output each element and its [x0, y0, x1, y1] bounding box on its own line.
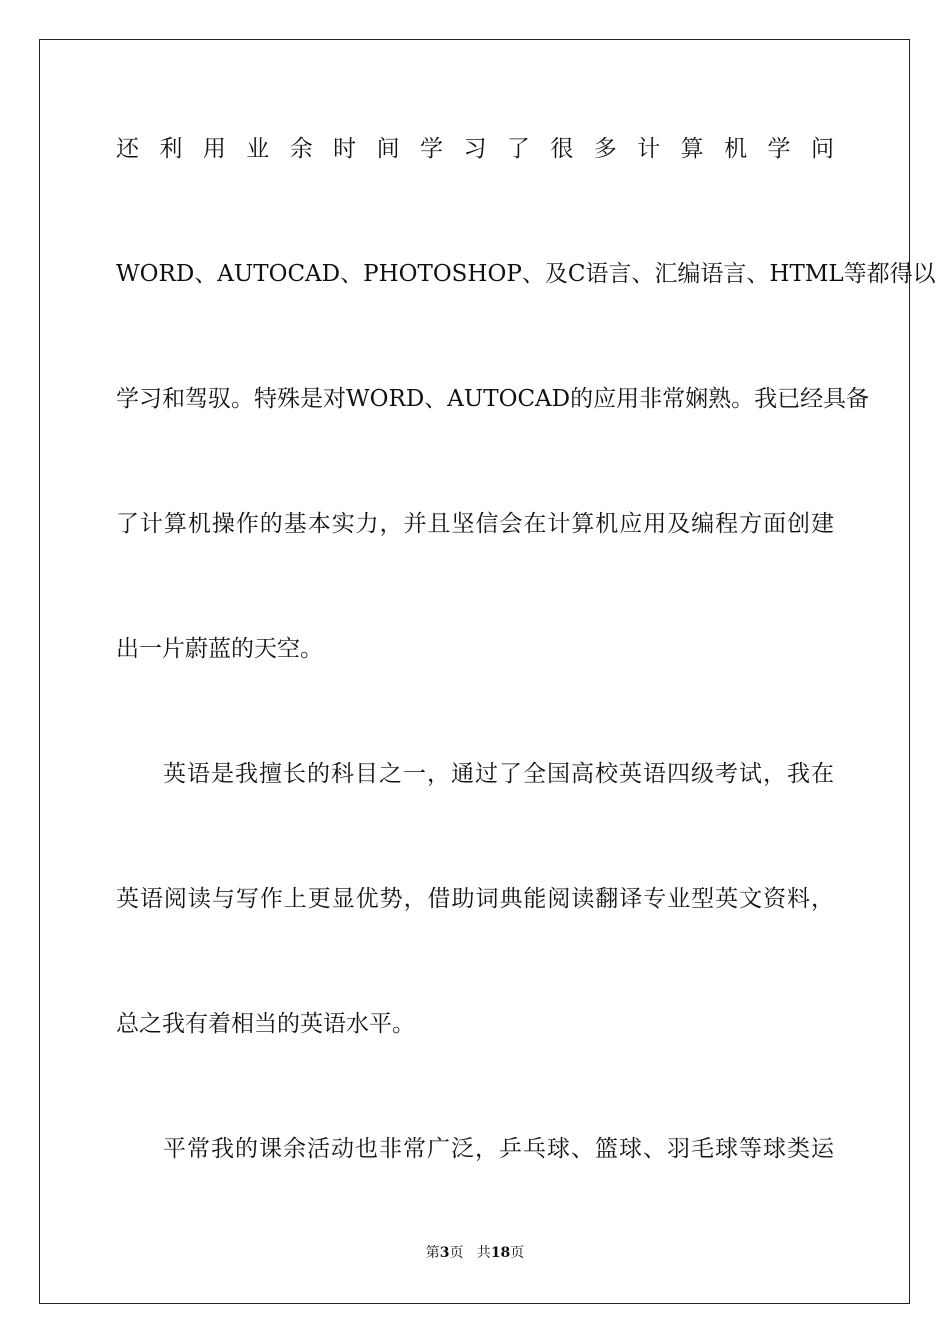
body-line-3: 学习和驾驭。特殊是对WORD、AUTOCAD的应用非常娴熟。我已经具备 — [116, 386, 870, 412]
body-line-1: 还 利 用 业 余 时 间 学 习 了 很 多 计 算 机 学 问 — [116, 136, 834, 162]
footer-mid: 页 共 — [449, 1245, 491, 1261]
body-line-4: 了计算机操作的基本实力，并且坚信会在计算机应用及编程方面创建 — [116, 511, 834, 537]
footer-page-current: 3 — [439, 1245, 450, 1261]
body-line-5: 出一片蔚蓝的天空。 — [116, 636, 323, 662]
page-border — [39, 39, 936, 1304]
body-line-8: 总之我有着相当的英语水平。 — [116, 1011, 415, 1037]
body-line-9: 平常我的课余活动也非常广泛，乒乓球、篮球、羽毛球等球类运 — [163, 1136, 834, 1162]
page-footer — [0, 1243, 950, 1263]
footer-page-total: 18 — [490, 1245, 511, 1261]
footer-suffix: 页 — [510, 1245, 525, 1261]
footer-prefix: 第 — [425, 1245, 440, 1261]
body-line-7: 英语阅读与写作上更显优势，借助词典能阅读翻译专业型英文资料， — [116, 886, 834, 912]
body-line-6: 英语是我擅长的科目之一，通过了全国高校英语四级考试，我在 — [163, 761, 834, 787]
body-line-2: WORD、AUTOCAD、PHOTOSHOP、及C语言、汇编语言、HTML等都得以 — [116, 261, 936, 287]
